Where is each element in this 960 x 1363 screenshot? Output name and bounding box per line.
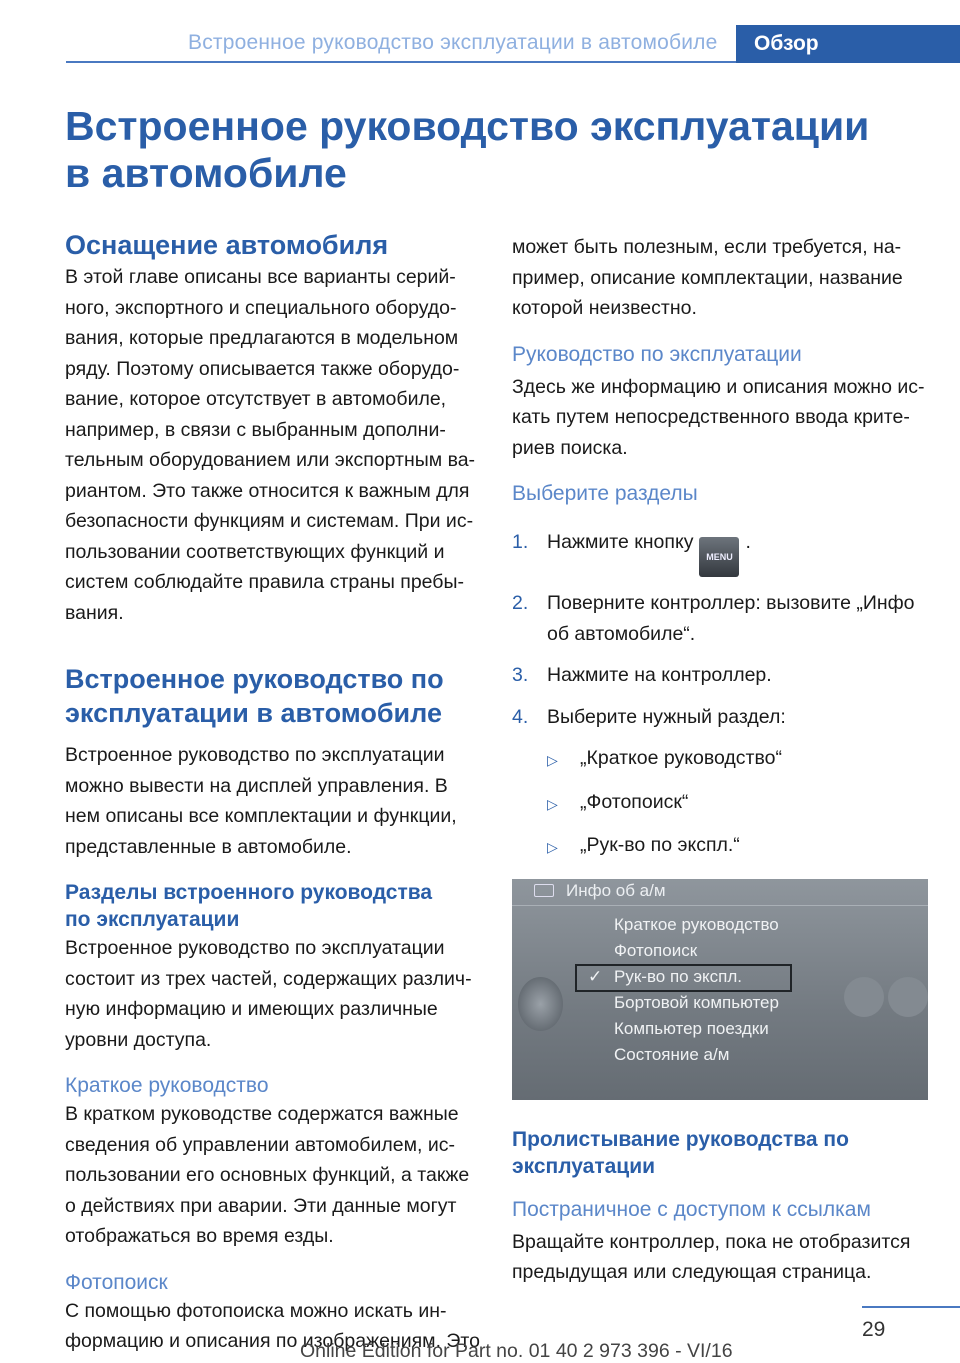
controller-icon <box>518 977 563 1031</box>
heading-browse-manual: Пролистывание руководства по эксплуатации <box>512 1127 849 1178</box>
screen-title: Инфо об а/м <box>534 881 666 901</box>
heading-paging: Постраничное с доступом к ссылкам <box>512 1197 871 1221</box>
footer-rule <box>862 1306 960 1308</box>
header-section-title: Встроенное руководство эксплуатации в автомобиле <box>188 31 718 54</box>
screen-side-icon <box>844 977 884 1017</box>
screen-menu-item-selected: Рук-во по экспл. <box>614 966 742 986</box>
triangle-bullet-icon: ▷ <box>547 839 558 855</box>
screen-menu-item: Бортовой компьютер <box>614 992 779 1012</box>
screen-menu-item: Компьютер поездки <box>614 1018 769 1038</box>
paragraph-owner-manual: Здесь же информацию и описания можно ис- кать путем непосредственного ввода крите- риев поиска. <box>512 375 925 459</box>
right-column <box>512 232 930 1288</box>
heading-onboard-manual: Встроенное руководство по эксплуатации в автомобиле <box>65 664 444 728</box>
triangle-bullet-icon: ▷ <box>547 752 558 768</box>
list-item: ▷ „Краткое руководство“ <box>547 743 930 776</box>
header-rule <box>66 61 736 63</box>
list-item: 1. Нажмите кнопкуMENU. <box>512 527 930 577</box>
list-item: ▷ „Фотопоиск“ <box>547 787 930 820</box>
triangle-bullet-icon: ▷ <box>547 795 558 812</box>
screen-menu-item: Состояние а/м <box>614 1044 730 1064</box>
idrive-screen-image <box>512 879 928 1100</box>
left-column <box>65 228 483 1357</box>
screen-menu-item: Краткое руководство <box>614 914 779 934</box>
heading-manual-sections: Разделы встроенного руководства по эксплуатации <box>65 881 433 931</box>
heading-photo-search: Фотопоиск <box>65 1270 168 1294</box>
heading-quick-guide: Краткое руководство <box>65 1074 269 1097</box>
steps-list <box>512 527 930 732</box>
screen-check-icon: ✓ <box>588 966 603 986</box>
paragraph-photo-search-cont: может быть полезным, если требуется, на- пример, описание комплектации, название которой неизвестно. <box>512 236 903 319</box>
list-item: 3. Нажмите на контроллер. <box>512 664 772 686</box>
tab-overview[interactable]: Обзор <box>736 25 960 63</box>
paragraph-paging: Вращайте контроллер, пока не отобразится предыдущая или следующая страница. <box>512 1230 911 1283</box>
car-info-icon <box>534 884 554 897</box>
paragraph-onboard-manual: Встроенное руководство по эксплуатации можно вывести на дисплей управления. В нем описаны все комплектации и функции, представленные в автомобиле. <box>65 744 457 858</box>
paragraph-equipment: В этой главе описаны все варианты серий- ного, экспортного и специального оборудо- вания, которые предлагаются в модельном ряду. Поэтому описывается также оборудо- вание, которое отсутствует в автомобиле, например, в связи с выбранным дополни- тельным оборудованием или экспортным ва- риантом. Это также относится к важным для безопасности функциям и системам. При ис- пользовании соответствующих функций и систем соблюдайте правила страны пребы- вания. <box>65 266 476 624</box>
menu-button-icon: MENU <box>699 537 739 577</box>
heading-owner-manual: Руководство по эксплуатации <box>512 342 802 366</box>
screen-side-icon <box>888 977 928 1017</box>
page-title: Встроенное руководство эксплуатации в автомобиле <box>65 103 870 196</box>
list-item: 4. Выберите нужный раздел: <box>512 705 786 728</box>
list-item: 2. Поверните контроллер: вызовите „Инфо об автомобиле“. <box>512 592 915 645</box>
heading-select-sections: Выберите разделы <box>512 482 698 505</box>
heading-equipment: Оснащение автомобиля <box>65 230 389 260</box>
footer-edition: Online Edition for Part no. 01 40 2 973 396 - VI/16 <box>300 1340 733 1362</box>
paragraph-quick-guide: В кратком руководстве содержатся важные сведения об управлении автомобилем, ис- пользовании его основных функций, а также о действиях при аварии. Эти данные могут отображаться во время езды. <box>65 1103 470 1247</box>
paragraph-manual-sections: Встроенное руководство по эксплуатации состоит из трех частей, содержащих различ- ную информацию и имеющих различные уровни доступа. <box>65 937 472 1051</box>
list-item: ▷ „Рук-во по экспл.“ <box>547 830 930 863</box>
paragraph-photo-search: С помощью фотопоиска можно искать ин- формацию и описания по изображениям. Это <box>65 1299 480 1352</box>
screen-menu-item: Фотопоиск <box>614 940 698 960</box>
page-number: 29 <box>862 1318 886 1341</box>
